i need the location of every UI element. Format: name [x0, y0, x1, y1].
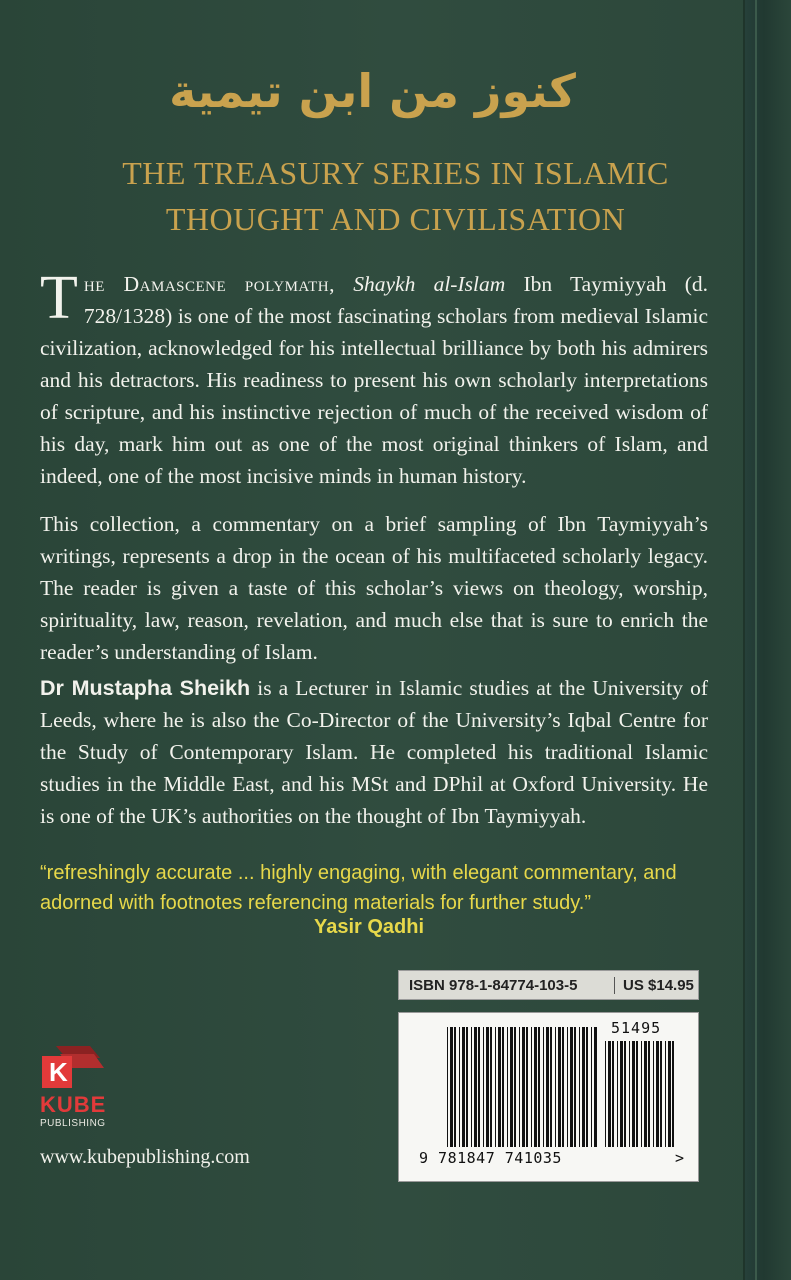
kube-logo-icon [38, 1042, 118, 1092]
publisher-name: KUBE [40, 1092, 107, 1117]
barcode-digits: 9 781847 741035 [419, 1149, 562, 1167]
smallcaps-lead: he Damascene polymath, [83, 272, 335, 296]
paragraph-intro-rest: Ibn Taymiyyah (d. 728/1328) is one of the most fascinating scholars from medieval Islamic civilization, acknowledged for his intellectual brilliance by both his admirers and his detractors. His readiness to present his own scholarly interpretations of scripture, and his instinctive rejection of much of the received wisdom of his day, mark him out as one of the most original thinkers of Islam, and indeed, one of the most incisive minds in human history. [40, 272, 708, 488]
paragraph-author-bio [40, 672, 708, 832]
isbn-label: ISBN 978-1-84774-103-5 [399, 977, 615, 994]
barcode-main-bars [447, 1027, 599, 1147]
publisher-sub: PUBLISHING [40, 1118, 106, 1129]
barcode-addon-bars [605, 1041, 677, 1147]
author-bio: is a Lecturer in Islamic studies at the University of Leeds, where he is also the Co-Director of the University’s Iqbal Centre for the Study of Contemporary Islam. He completed his traditional Islamic studies in the Middle East, and his MSt and DPhil at Oxford University. He is one of the UK’s authorities on the thought of Ibn Taymiyyah. [40, 676, 708, 828]
barcode-addon-digits: 51495 [611, 1019, 662, 1037]
arabic-title: كنوز من ابن تيمية [169, 64, 576, 118]
series-title-line1: THE TREASURY SERIES IN ISLAMIC [122, 155, 669, 191]
price-label: US $14.95 [623, 976, 694, 994]
series-title-line2: THOUGHT AND CIVILISATION [165, 201, 626, 237]
publisher-website[interactable]: www.kubepublishing.com [40, 1146, 250, 1168]
isbn-price-box [398, 970, 699, 1000]
barcode [398, 1012, 699, 1182]
barcode-arrow: > [675, 1149, 685, 1167]
endorsement-quote: “refreshingly accurate ... highly engaging, with elegant commentary, and adorned with footnotes referencing materials for further study.” [40, 862, 677, 914]
dropcap: T [40, 264, 78, 332]
series-title [0, 150, 791, 242]
logo-letter: K [49, 1057, 68, 1087]
paragraph-intro [40, 264, 708, 492]
endorsement-author: Yasir Qadhi [313, 916, 425, 938]
italic-phrase: Shaykh al-Islam [353, 272, 506, 296]
paragraph-collection: This collection, a commentary on a brief sampling of Ibn Taymiyyah’s writings, represents a drop in the ocean of his multifaceted scholarly legacy. The reader is given a taste of this scholar’s views on theology, worship, spirituality, law, reason, revelation, and much else that is sure to enrich the reader’s understanding of Islam. [40, 512, 708, 664]
author-name: Dr Mustapha Sheikh [40, 676, 251, 700]
